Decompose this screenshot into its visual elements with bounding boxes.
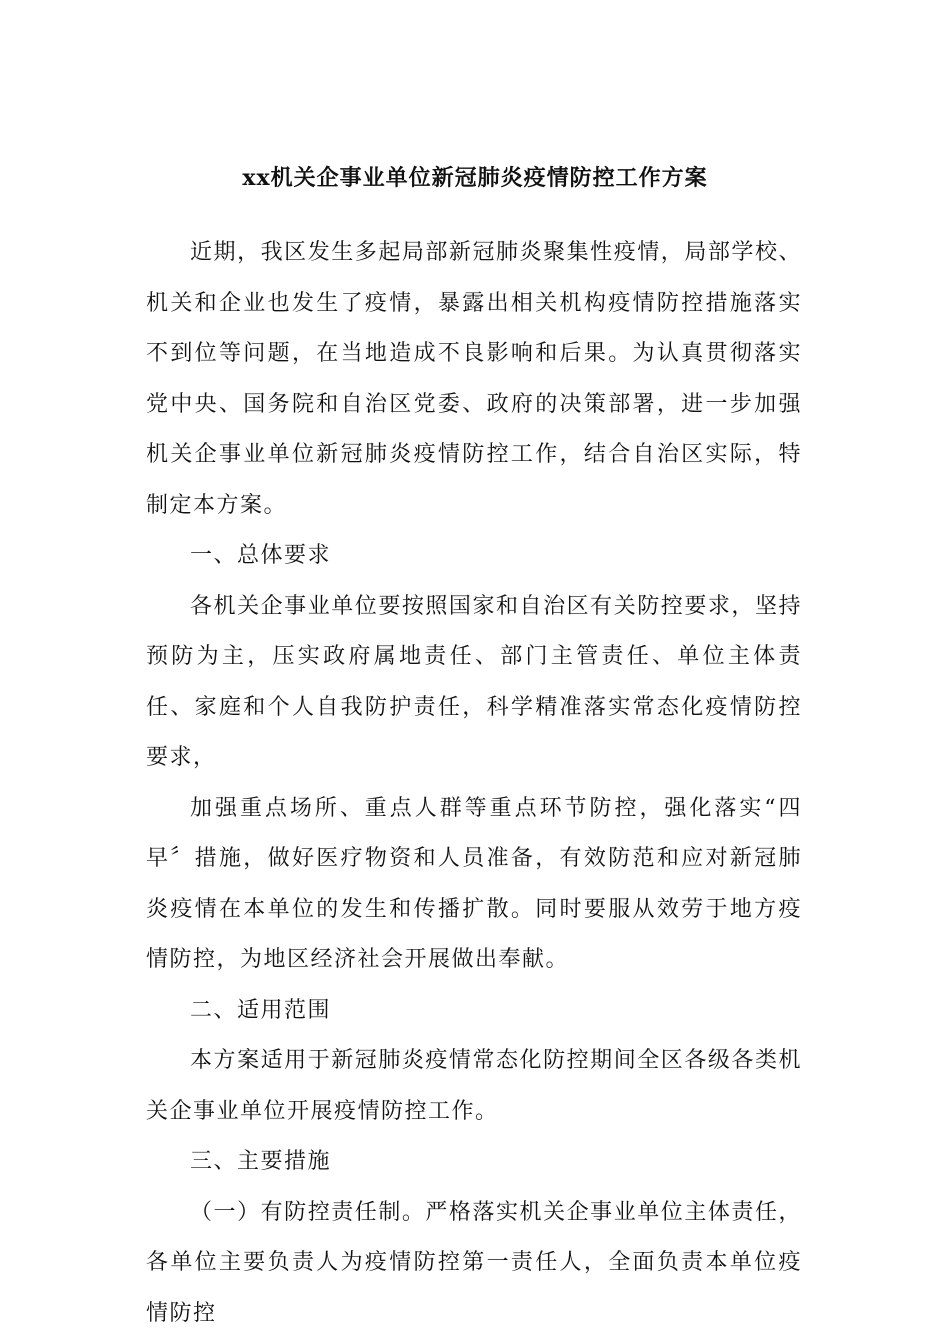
- section-heading-main-measures: 三、主要措施: [190, 1149, 332, 1174]
- paragraph-scope: 本方案适用于新冠肺炎疫情常态化防控期间全区各级各类机关企事业单位开展疫情防控工作。: [146, 1048, 802, 1124]
- paragraph-key-prevention: 加强重点场所、重点人群等重点环节防控，强化落实“四早〞措施，做好医疗物资和人员准备，有效防范和应对新冠肺炎疫情在本单位的发生和传播扩散。同时要服从效劳于地方疫情防控，为地区经济社会开展做出奉献。: [146, 795, 802, 972]
- section-heading-scope: 二、适用范围: [190, 997, 332, 1023]
- paragraph-responsibility-system: （一）有防控责任制。严格落实机关企事业单位主体责任，各单位主要负责人为疫情防控第一责任人，全面负责本单位疫情防控: [146, 1199, 802, 1326]
- section-heading-general-requirements: 一、总体要求: [190, 543, 332, 568]
- paragraph-intro: 近期，我区发生多起局部新冠肺炎聚集性疫情，局部学校、机关和企业也发生了疫情，暴露出相关机构疫情防控措施落实不到位等问题，在当地造成不良影响和后果。为认真贯彻落实党中央、国务院和自治区党委、政府的决策部署，进一步加强机关企事业单位新冠肺炎疫情防控工作，结合自治区实际，特制定本方案。: [146, 240, 802, 518]
- document-title: xx机关企事业单位新冠肺炎疫情防控工作方案: [242, 165, 708, 191]
- document-body: [146, 228, 802, 1339]
- paragraph-general-requirements: 各机关企事业单位要按照国家和自治区有关防控要求，坚持预防为主，压实政府属地责任、部门主管责任、单位主体责任、家庭和个人自我防护责任，科学精准落实常态化疫情防控要求，: [146, 593, 802, 770]
